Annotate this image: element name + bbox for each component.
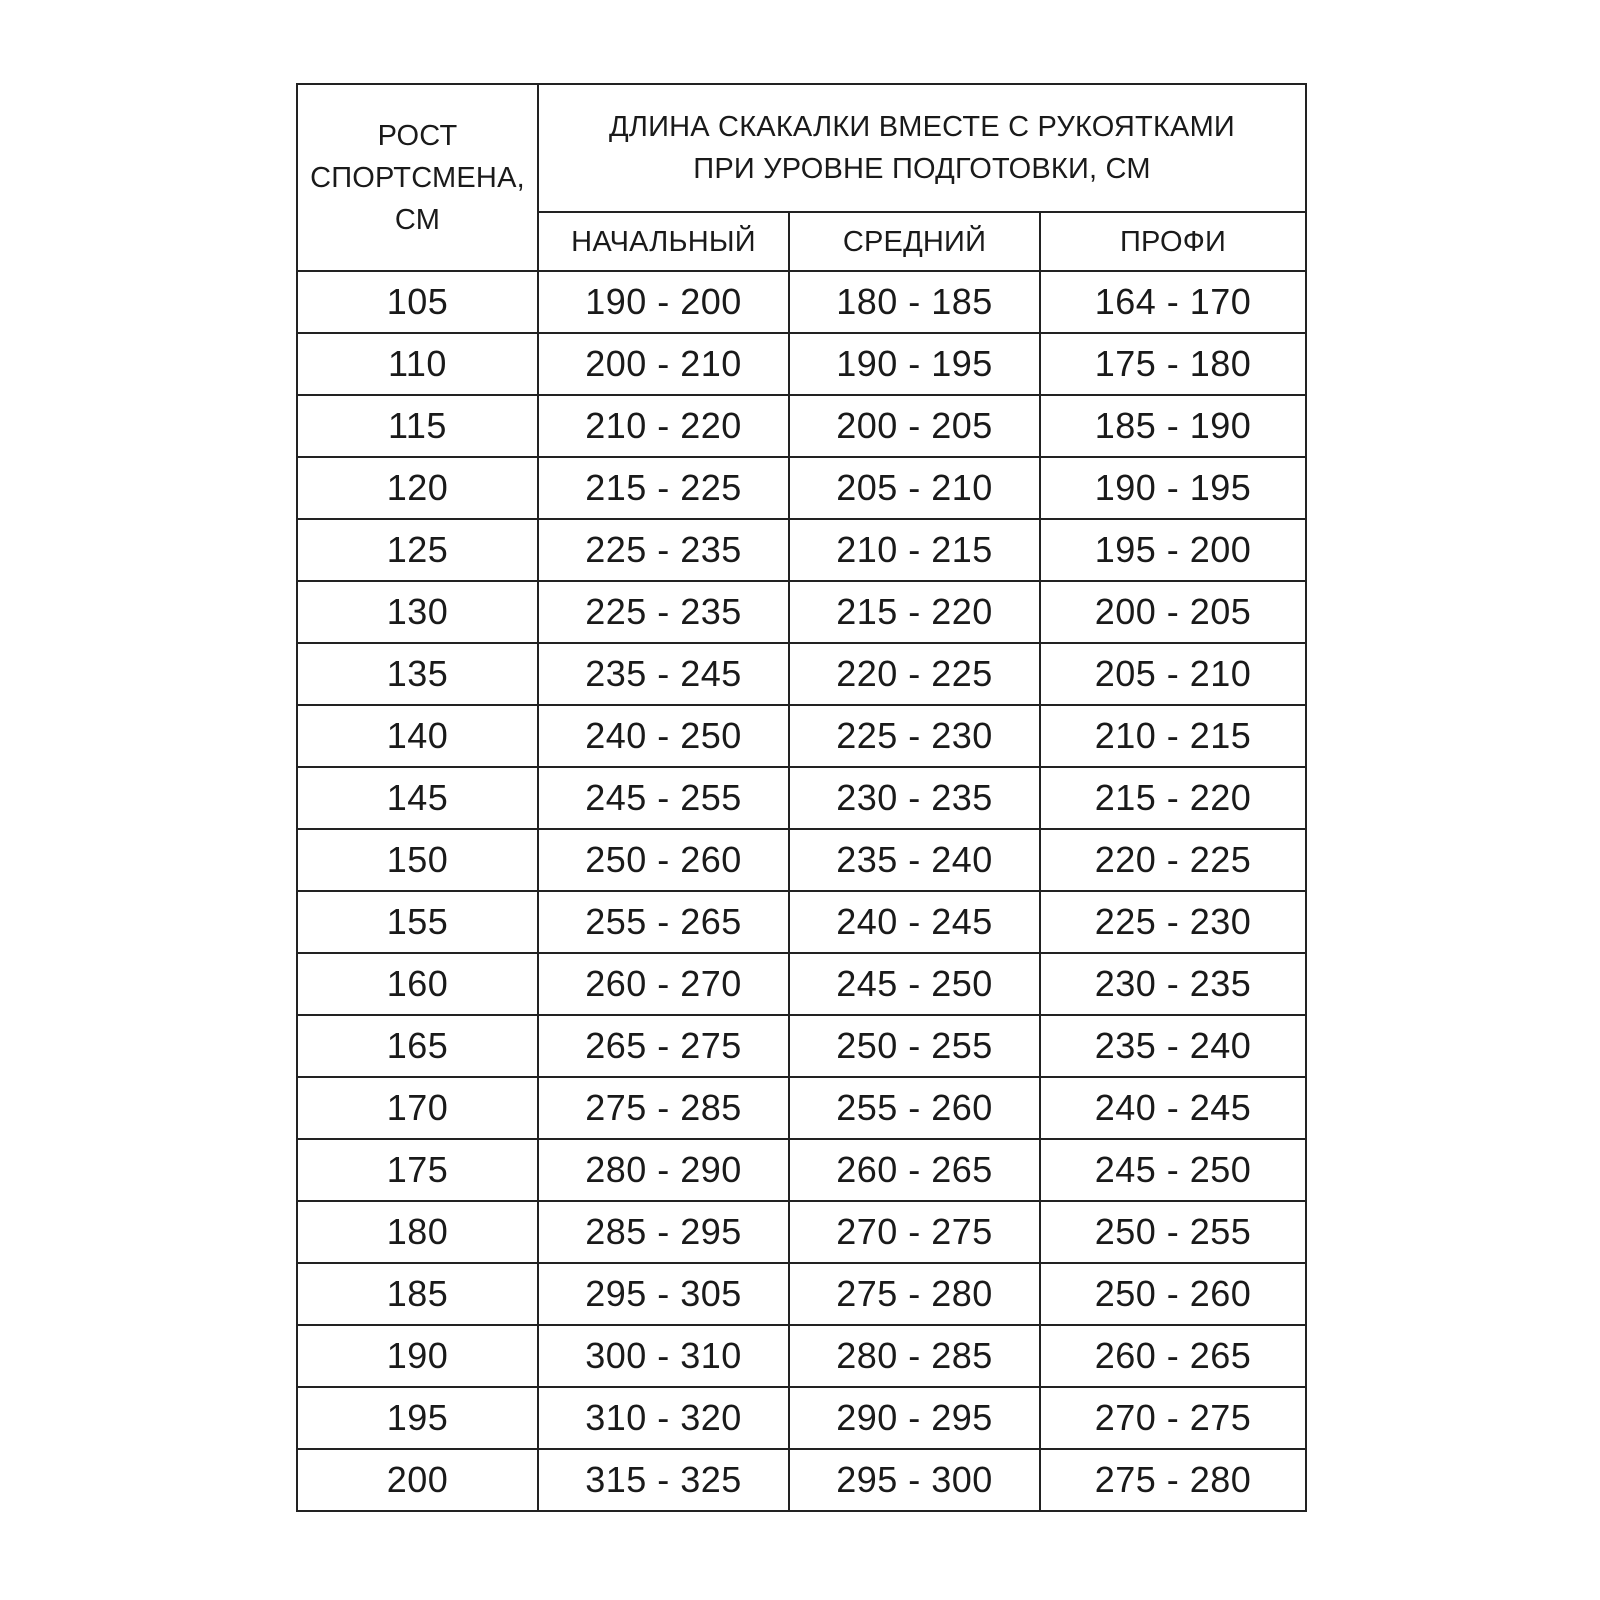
height-column-header	[297, 84, 538, 271]
beginner-length-cell-value: 280 - 290	[585, 1149, 742, 1190]
height-cell	[297, 271, 538, 333]
height-cell-value: 200	[386, 1459, 449, 1500]
intermediate-length-cell	[789, 767, 1040, 829]
pro-length-cell	[1040, 1139, 1306, 1201]
beginner-length-cell-value: 295 - 305	[585, 1273, 742, 1314]
height-cell-value: 130	[386, 591, 449, 632]
beginner-length-cell-value: 310 - 320	[585, 1397, 742, 1438]
intermediate-length-cell	[789, 1449, 1040, 1511]
intermediate-length-cell-value: 250 - 255	[836, 1025, 993, 1066]
pro-length-cell	[1040, 1387, 1306, 1449]
intermediate-length-cell	[789, 1077, 1040, 1139]
pro-length-cell-value: 245 - 250	[1094, 1149, 1252, 1190]
pro-length-cell-value: 260 - 265	[1094, 1335, 1252, 1376]
intermediate-length-cell-value: 205 - 210	[836, 467, 993, 508]
height-cell-value: 155	[386, 901, 449, 942]
header-row-main	[297, 84, 1306, 212]
beginner-length-cell	[538, 1077, 789, 1139]
intermediate-length-cell-value: 270 - 275	[836, 1211, 993, 1252]
pro-length-cell	[1040, 1201, 1306, 1263]
table-row	[297, 829, 1306, 891]
beginner-length-cell	[538, 1449, 789, 1511]
beginner-length-cell	[538, 1263, 789, 1325]
pro-length-cell	[1040, 395, 1306, 457]
pro-length-cell	[1040, 891, 1306, 953]
table-row	[297, 767, 1306, 829]
beginner-length-cell-value: 240 - 250	[585, 715, 742, 756]
height-cell-value: 170	[386, 1087, 449, 1128]
table-row	[297, 457, 1306, 519]
height-cell	[297, 581, 538, 643]
pro-length-cell	[1040, 1077, 1306, 1139]
beginner-length-cell	[538, 829, 789, 891]
height-cell-value: 150	[386, 839, 449, 880]
table-row	[297, 1263, 1306, 1325]
beginner-length-cell	[538, 581, 789, 643]
height-header-line-1: РОСТ	[377, 119, 458, 152]
beginner-length-cell-value: 300 - 310	[585, 1335, 742, 1376]
intermediate-length-cell-value: 255 - 260	[836, 1087, 993, 1128]
intermediate-length-cell	[789, 1263, 1040, 1325]
table-row	[297, 271, 1306, 333]
intermediate-length-cell	[789, 333, 1040, 395]
pro-length-cell	[1040, 953, 1306, 1015]
height-cell	[297, 1325, 538, 1387]
height-cell-value: 160	[386, 963, 449, 1004]
height-cell	[297, 643, 538, 705]
height-cell	[297, 767, 538, 829]
height-cell-value: 145	[386, 777, 449, 818]
beginner-length-cell-value: 315 - 325	[585, 1459, 742, 1500]
pro-length-cell-value: 175 - 180	[1094, 343, 1252, 384]
intermediate-length-cell-value: 295 - 300	[836, 1459, 993, 1500]
intermediate-length-cell-value: 230 - 235	[836, 777, 993, 818]
height-cell	[297, 457, 538, 519]
table-row	[297, 1449, 1306, 1511]
table-row	[297, 1387, 1306, 1449]
beginner-length-cell	[538, 1139, 789, 1201]
height-cell-value: 115	[388, 405, 447, 446]
pro-length-cell-value: 205 - 210	[1094, 653, 1252, 694]
beginner-length-cell-value: 255 - 265	[585, 901, 742, 942]
beginner-length-cell	[538, 395, 789, 457]
level-header-label: СРЕДНИЙ	[842, 225, 987, 258]
intermediate-length-cell	[789, 705, 1040, 767]
intermediate-length-cell-value: 290 - 295	[836, 1397, 993, 1438]
height-cell	[297, 1201, 538, 1263]
beginner-length-cell	[538, 643, 789, 705]
table-row	[297, 333, 1306, 395]
beginner-length-cell	[538, 1015, 789, 1077]
beginner-length-cell	[538, 333, 789, 395]
pro-length-cell-value: 275 - 280	[1094, 1459, 1252, 1500]
table-body	[297, 271, 1306, 1511]
intermediate-length-cell-value: 210 - 215	[836, 529, 993, 570]
pro-length-cell-value: 230 - 235	[1094, 963, 1252, 1004]
beginner-length-cell-value: 190 - 200	[585, 281, 742, 322]
intermediate-length-cell-value: 220 - 225	[836, 653, 993, 694]
pro-length-cell-value: 190 - 195	[1094, 467, 1252, 508]
height-header-line-2: СПОРТСМЕНА,	[310, 161, 525, 194]
intermediate-length-cell-value: 190 - 195	[836, 343, 993, 384]
intermediate-length-cell	[789, 1325, 1040, 1387]
beginner-length-cell-value: 260 - 270	[585, 963, 742, 1004]
beginner-length-cell	[538, 271, 789, 333]
beginner-length-cell-value: 200 - 210	[585, 343, 742, 384]
height-cell	[297, 1015, 538, 1077]
pro-length-cell-value: 195 - 200	[1094, 529, 1252, 570]
pro-length-cell	[1040, 643, 1306, 705]
height-cell	[297, 705, 538, 767]
pro-length-cell	[1040, 1015, 1306, 1077]
table-row	[297, 705, 1306, 767]
height-cell	[297, 891, 538, 953]
height-cell	[297, 333, 538, 395]
height-cell-value: 110	[388, 343, 447, 384]
pro-length-cell-value: 164 - 170	[1094, 281, 1252, 322]
table-row	[297, 519, 1306, 581]
height-cell-value: 180	[386, 1211, 449, 1252]
height-cell	[297, 953, 538, 1015]
pro-length-cell	[1040, 767, 1306, 829]
pro-length-cell	[1040, 581, 1306, 643]
pro-length-cell-value: 250 - 255	[1094, 1211, 1252, 1252]
beginner-length-cell	[538, 891, 789, 953]
beginner-length-cell-value: 225 - 235	[585, 591, 742, 632]
intermediate-length-cell	[789, 1387, 1040, 1449]
intermediate-length-cell	[789, 829, 1040, 891]
intermediate-length-cell-value: 245 - 250	[836, 963, 993, 1004]
height-cell-value: 135	[386, 653, 449, 694]
table-row	[297, 643, 1306, 705]
pro-length-cell-value: 240 - 245	[1094, 1087, 1252, 1128]
pro-length-cell	[1040, 705, 1306, 767]
pro-length-cell-value: 185 - 190	[1094, 405, 1252, 446]
table-row	[297, 1015, 1306, 1077]
height-cell	[297, 1139, 538, 1201]
intermediate-length-cell	[789, 953, 1040, 1015]
intermediate-length-cell-value: 275 - 280	[836, 1273, 993, 1314]
table-row	[297, 581, 1306, 643]
table-row	[297, 395, 1306, 457]
height-cell	[297, 395, 538, 457]
height-cell	[297, 829, 538, 891]
beginner-length-cell	[538, 705, 789, 767]
length-header-line-1: ДЛИНА СКАКАЛКИ ВМЕСТЕ С РУКОЯТКАМИ	[609, 111, 1235, 143]
beginner-length-cell-value: 225 - 235	[585, 529, 742, 570]
pro-length-cell-value: 270 - 275	[1094, 1397, 1252, 1438]
beginner-length-cell	[538, 1325, 789, 1387]
pro-length-cell	[1040, 829, 1306, 891]
length-group-header	[538, 84, 1306, 212]
intermediate-length-cell	[789, 1201, 1040, 1263]
table-header	[297, 84, 1306, 271]
pro-length-cell	[1040, 1449, 1306, 1511]
level-header-label: ПРОФИ	[1120, 225, 1226, 258]
height-cell-value: 105	[386, 281, 449, 322]
intermediate-length-cell	[789, 395, 1040, 457]
table-row	[297, 1201, 1306, 1263]
jump-rope-size-table	[296, 83, 1307, 1512]
pro-length-cell-value: 200 - 205	[1094, 591, 1252, 632]
beginner-length-cell	[538, 1387, 789, 1449]
height-cell	[297, 1077, 538, 1139]
level-header-pro	[1040, 212, 1306, 271]
intermediate-length-cell	[789, 643, 1040, 705]
pro-length-cell-value: 215 - 220	[1094, 777, 1252, 818]
height-cell	[297, 1449, 538, 1511]
level-header-label: НАЧАЛЬНЫЙ	[571, 225, 756, 258]
height-cell-value: 165	[386, 1025, 449, 1066]
beginner-length-cell	[538, 953, 789, 1015]
intermediate-length-cell	[789, 1139, 1040, 1201]
beginner-length-cell-value: 265 - 275	[585, 1025, 742, 1066]
level-header-intermediate	[789, 212, 1040, 271]
pro-length-cell	[1040, 271, 1306, 333]
intermediate-length-cell-value: 200 - 205	[836, 405, 993, 446]
intermediate-length-cell	[789, 891, 1040, 953]
table-row	[297, 1077, 1306, 1139]
pro-length-cell-value: 220 - 225	[1094, 839, 1252, 880]
pro-length-cell	[1040, 1325, 1306, 1387]
table-row	[297, 953, 1306, 1015]
intermediate-length-cell	[789, 519, 1040, 581]
table-row	[297, 1325, 1306, 1387]
height-cell-value: 140	[386, 715, 449, 756]
intermediate-length-cell	[789, 1015, 1040, 1077]
beginner-length-cell-value: 215 - 225	[585, 467, 742, 508]
height-cell-value: 190	[386, 1335, 449, 1376]
beginner-length-cell-value: 210 - 220	[585, 405, 742, 446]
intermediate-length-cell-value: 260 - 265	[836, 1149, 993, 1190]
pro-length-cell-value: 235 - 240	[1094, 1025, 1252, 1066]
height-header-line-3: СМ	[394, 203, 441, 236]
pro-length-cell	[1040, 333, 1306, 395]
pro-length-cell-value: 250 - 260	[1094, 1273, 1252, 1314]
pro-length-cell-value: 225 - 230	[1094, 901, 1252, 942]
pro-length-cell-value: 210 - 215	[1094, 715, 1252, 756]
height-cell	[297, 519, 538, 581]
height-cell-value: 125	[386, 529, 449, 570]
intermediate-length-cell-value: 280 - 285	[836, 1335, 993, 1376]
intermediate-length-cell-value: 215 - 220	[836, 591, 993, 632]
pro-length-cell	[1040, 519, 1306, 581]
table-row	[297, 1139, 1306, 1201]
height-cell	[297, 1387, 538, 1449]
intermediate-length-cell	[789, 271, 1040, 333]
level-header-beginner	[538, 212, 789, 271]
beginner-length-cell	[538, 457, 789, 519]
height-cell-value: 195	[386, 1397, 449, 1438]
intermediate-length-cell	[789, 457, 1040, 519]
intermediate-length-cell	[789, 581, 1040, 643]
height-cell-value: 185	[386, 1273, 449, 1314]
beginner-length-cell-value: 275 - 285	[585, 1087, 742, 1128]
height-cell	[297, 1263, 538, 1325]
table-row	[297, 891, 1306, 953]
beginner-length-cell-value: 245 - 255	[585, 777, 742, 818]
beginner-length-cell-value: 250 - 260	[585, 839, 742, 880]
pro-length-cell	[1040, 457, 1306, 519]
intermediate-length-cell-value: 235 - 240	[836, 839, 993, 880]
beginner-length-cell	[538, 767, 789, 829]
beginner-length-cell	[538, 1201, 789, 1263]
intermediate-length-cell-value: 225 - 230	[836, 715, 993, 756]
beginner-length-cell-value: 285 - 295	[585, 1211, 742, 1252]
intermediate-length-cell-value: 180 - 185	[836, 281, 993, 322]
intermediate-length-cell-value: 240 - 245	[836, 901, 993, 942]
pro-length-cell	[1040, 1263, 1306, 1325]
height-cell-value: 175	[386, 1149, 449, 1190]
beginner-length-cell	[538, 519, 789, 581]
height-cell-value: 120	[386, 467, 449, 508]
length-header-line-2: ПРИ УРОВНЕ ПОДГОТОВКИ, СМ	[693, 153, 1151, 185]
beginner-length-cell-value: 235 - 245	[585, 653, 742, 694]
